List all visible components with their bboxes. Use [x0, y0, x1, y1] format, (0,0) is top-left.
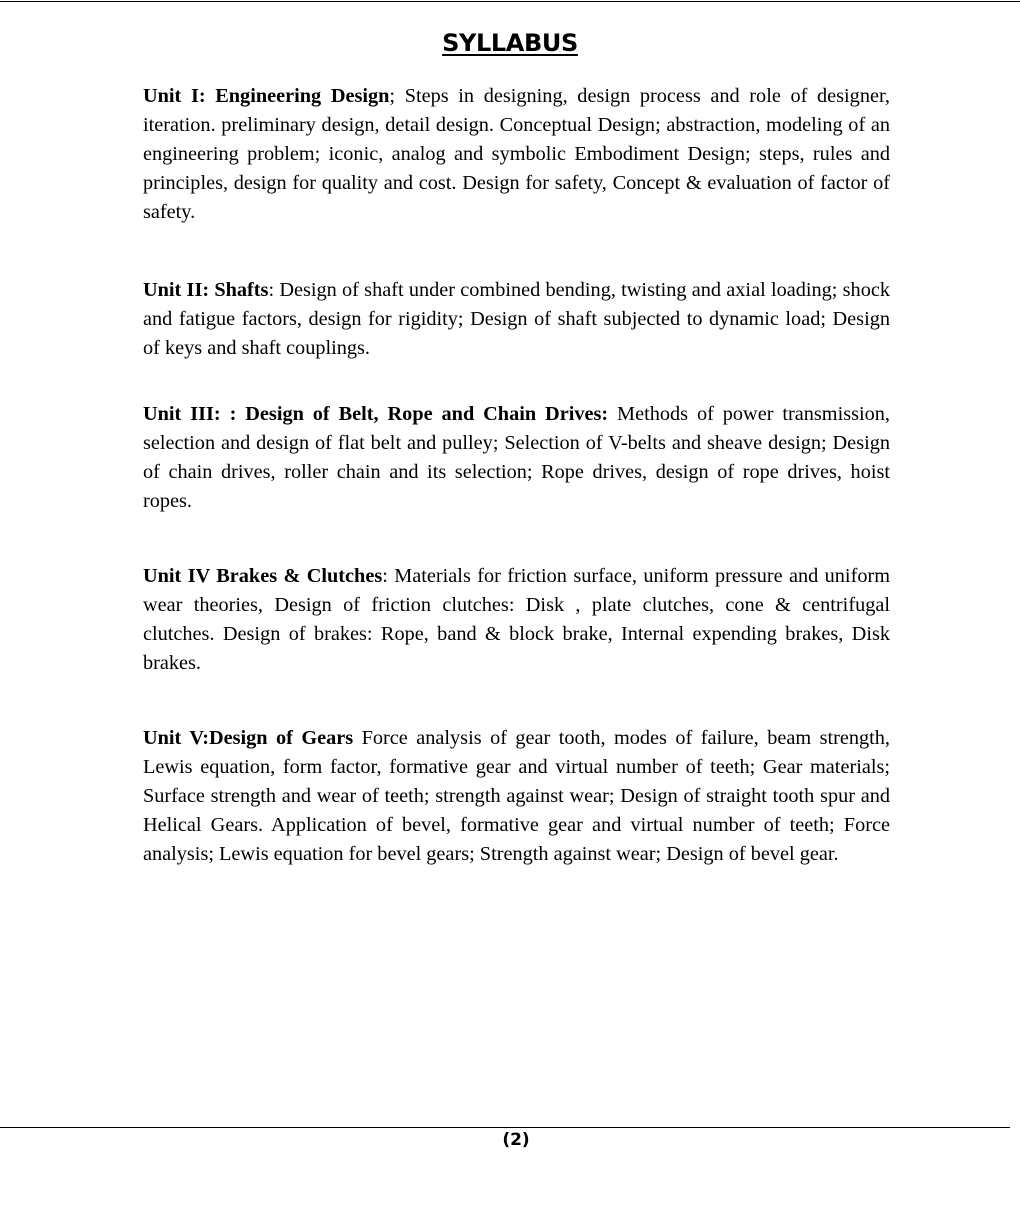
- unit-3-heading: Unit III: : Design of Belt, Rope and Chain Drives:: [143, 403, 609, 425]
- unit-4-heading: Unit IV Brakes & Clutches: [143, 565, 383, 587]
- unit-2-heading: Unit II: Shafts: [143, 279, 269, 301]
- syllabus-unit-3: [143, 400, 890, 516]
- unit-2-text: : Design of shaft under combined bending, twisting and axial loading; shock and fatigue factors, design for rigidity; Design of shaft subjected to dynamic load; Design of keys and shaft couplings.: [143, 279, 890, 359]
- page-title: SYLLABUS: [442, 29, 578, 57]
- footer-divider: [0, 1127, 1010, 1128]
- syllabus-unit-1: [143, 82, 890, 227]
- unit-1-text: ; Steps in designing, design process and role of designer, iteration. preliminary design, detail design. Conceptual Design; abstraction, modeling of an engineering problem; iconic, analog and symbolic Embodiment Design; steps, rules and principles, design for quality and cost. Design for safety, Concept & evaluation of factor of safety.: [143, 85, 890, 223]
- syllabus-unit-4: [143, 562, 890, 678]
- syllabus-unit-5: [143, 724, 890, 869]
- unit-3-text: Methods of power transmission, selection and design of flat belt and pulley; Selection of V-belts and sheave design; Design of chain drives, roller chain and its selection; Rope drives, design of rope drives, hoist ropes.: [143, 403, 890, 512]
- unit-4-text: : Materials for friction surface, uniform pressure and uniform wear theories, Design of friction clutches: Disk , plate clutches, cone & centrifugal clutches. Design of brakes: Rope, band & block brake, Internal expending brakes, Disk brakes.: [143, 565, 890, 674]
- unit-1-heading: Unit I: Engineering Design: [143, 85, 390, 107]
- unit-5-heading: Unit V:Design of Gears: [143, 727, 354, 749]
- top-divider: [0, 1, 1020, 2]
- page-number: (2): [502, 1130, 530, 1150]
- unit-5-text: Force analysis of gear tooth, modes of failure, beam strength, Lewis equation, form factor, formative gear and virtual number of teeth; Gear materials; Surface strength and wear of teeth; strength against wear; Design of straight tooth spur and Helical Gears. Application of bevel, formative gear and virtual number of teeth; Force analysis; Lewis equation for bevel gears; Strength against wear; Design of bevel gear.: [143, 727, 890, 865]
- syllabus-unit-2: [143, 276, 890, 363]
